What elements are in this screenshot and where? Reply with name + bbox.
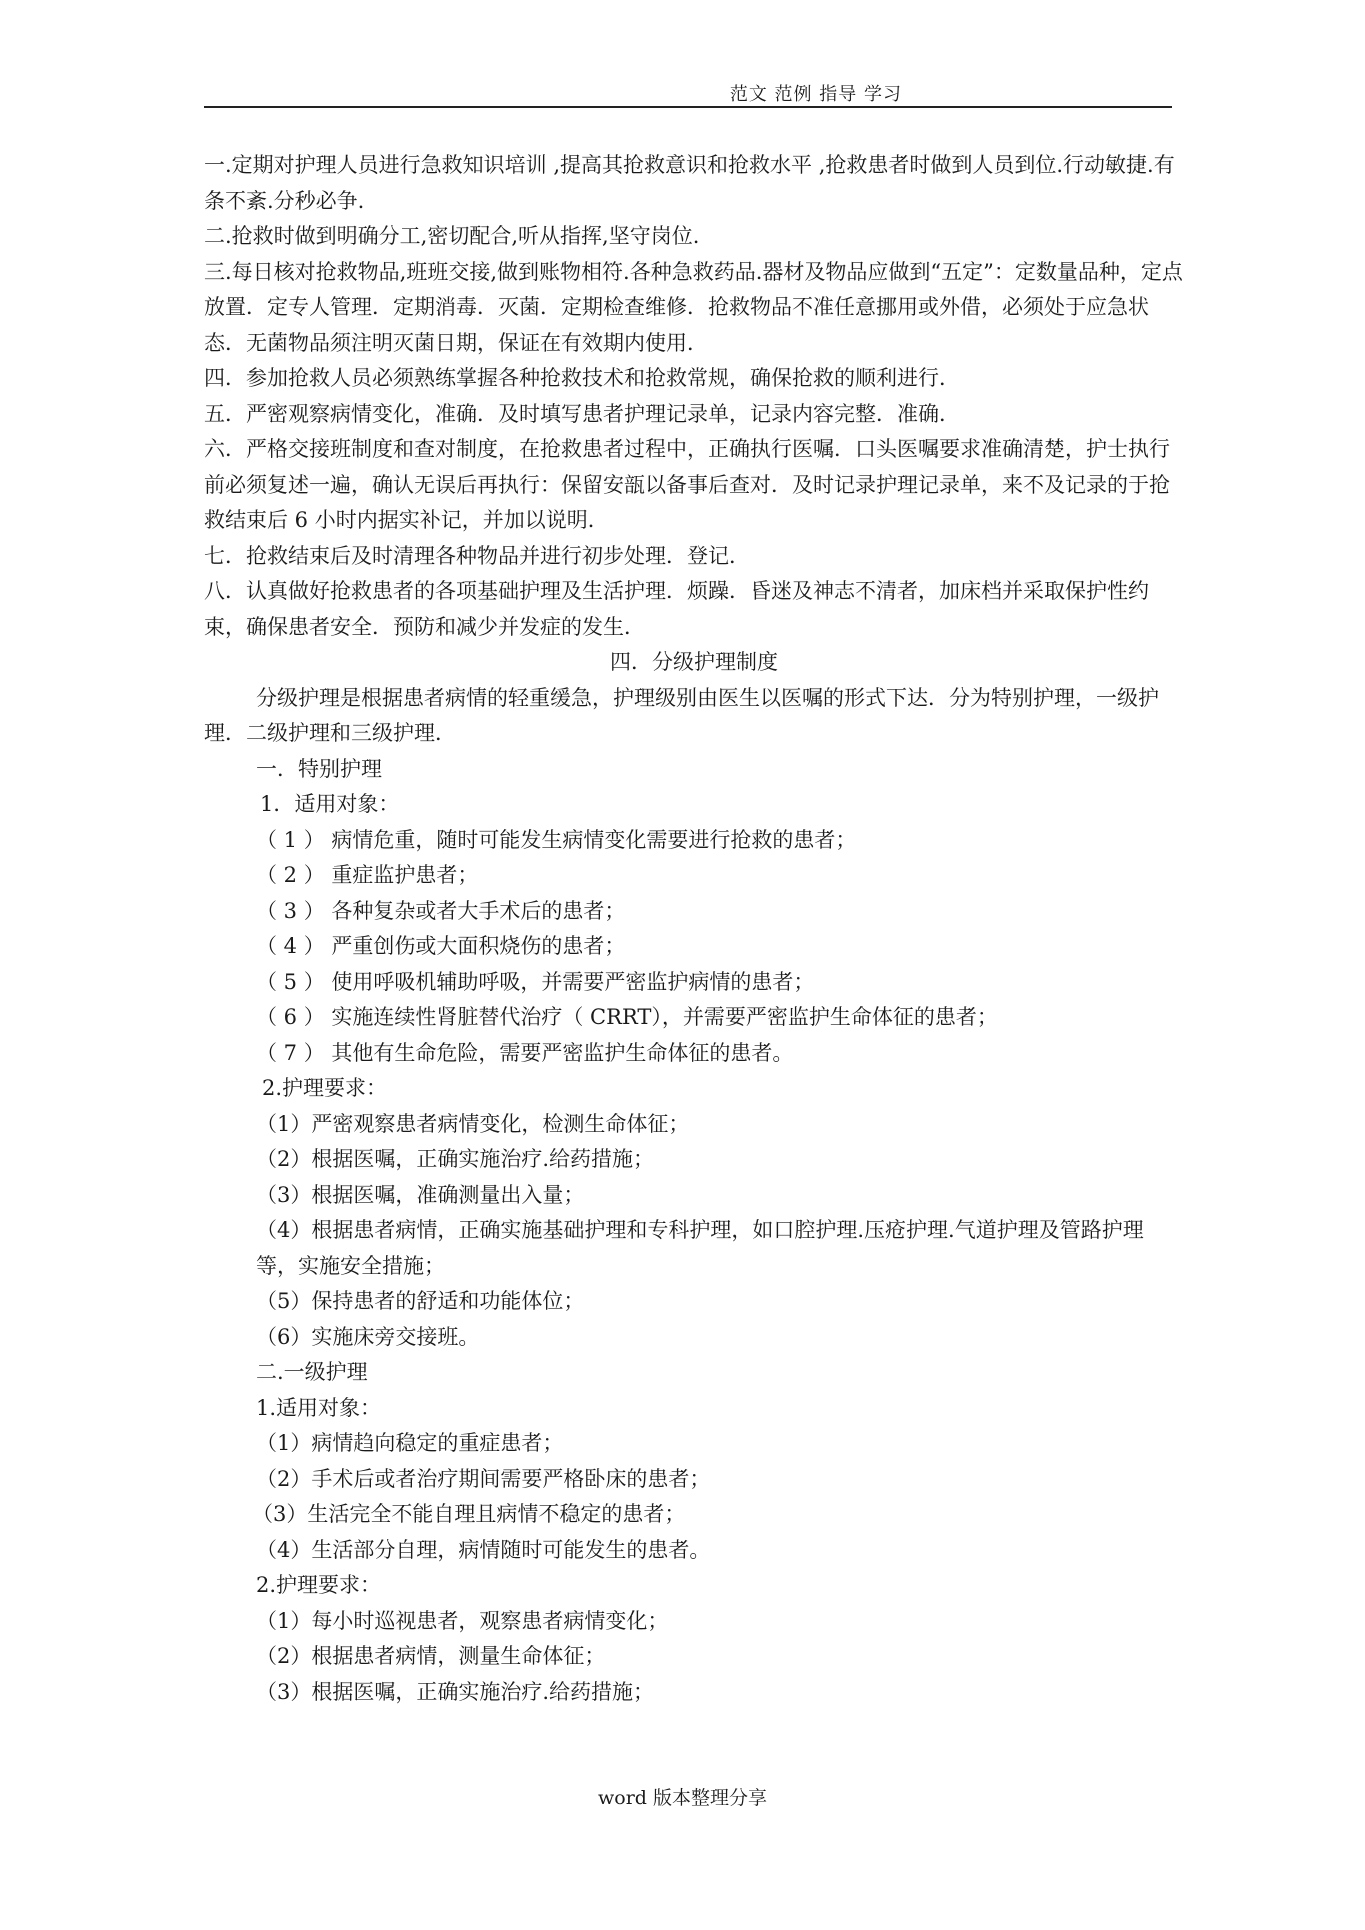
special-object-item: （ 2 ） 重症监护患者； bbox=[256, 863, 479, 887]
special-object-item: （ 6 ） 实施连续性肾脏替代治疗（ CRRT），并需要严密监护生命体征的患者； bbox=[256, 1005, 998, 1029]
level1-heading: 二.一级护理 bbox=[256, 1360, 368, 1384]
level1-object-item: （1）病情趋向稳定的重症患者； bbox=[256, 1431, 564, 1455]
rule-item-5: 五．严密观察病情变化，准确．及时填写患者护理记录单，记录内容完整．准确． bbox=[204, 401, 960, 426]
section-title: 四．分级护理制度 bbox=[610, 650, 778, 674]
special-req-item: （6）实施床旁交接班。 bbox=[256, 1324, 480, 1349]
level1-object-item: （4）生活部分自理，病情随时可能发生的患者。 bbox=[256, 1537, 711, 1562]
level1-req-heading: 2.护理要求： bbox=[256, 1573, 382, 1597]
special-object-item: （ 4 ） 严重创伤或大面积烧伤的患者； bbox=[256, 934, 626, 958]
level1-req-item: （2）根据患者病情，测量生命体征； bbox=[256, 1644, 606, 1668]
rule-item-7: 七．抢救结束后及时清理各种物品并进行初步处理．登记． bbox=[204, 543, 750, 568]
special-req-item: （5）保持患者的舒适和功能体位； bbox=[256, 1289, 585, 1313]
rule-item-2: 二.抢救时做到明确分工,密切配合,听从指挥,坚守岗位. bbox=[204, 224, 700, 248]
page-header bbox=[204, 76, 1172, 108]
special-req-item: （1）严密观察患者病情变化，检测生命体征； bbox=[256, 1111, 690, 1136]
page-footer: word 版本整理分享 bbox=[598, 1787, 767, 1809]
special-req-heading: 2.护理要求： bbox=[262, 1076, 388, 1100]
special-req-item: （4）根据患者病情，正确实施基础护理和专科护理，如口腔护理.压疮护理.气道护理及管路护理等，实施安全措施； bbox=[256, 1218, 1144, 1278]
special-care-heading: 一．特别护理 bbox=[256, 756, 382, 781]
special-object-item: （ 1 ） 病情危重，随时可能发生病情变化需要进行抢救的患者； bbox=[256, 827, 857, 852]
level1-objects-heading: 1.适用对象： bbox=[256, 1395, 382, 1420]
special-object-item: （ 3 ） 各种复杂或者大手术后的患者； bbox=[256, 898, 626, 923]
header-text: 范文 范例 指导 学习 bbox=[729, 84, 902, 105]
special-object-item: （ 5 ） 使用呼吸机辅助呼吸，并需要严密监护病情的患者； bbox=[256, 969, 815, 994]
level1-object-item: （2）手术后或者治疗期间需要严格卧床的患者； bbox=[256, 1466, 711, 1491]
level1-req-item: （3）根据医嘱，正确实施治疗.给药措施； bbox=[256, 1679, 655, 1704]
document-body bbox=[204, 148, 1184, 1710]
section-intro: 分级护理是根据患者病情的轻重缓急，护理级别由医生以医嘱的形式下达．分为特别护理，一级护理．二级护理和三级护理． bbox=[204, 685, 1159, 745]
level1-req-item: （1）每小时巡视患者，观察患者病情变化； bbox=[256, 1608, 669, 1633]
special-object-item: （ 7 ） 其他有生命危险，需要严密监护生命体征的患者。 bbox=[256, 1040, 794, 1065]
rule-item-6: 六．严格交接班制度和查对制度，在抢救患者过程中，正确执行医嘱．口头医嘱要求准确清楚，护士执行前必须复述一遍，确认无误后再执行：保留安瓿以备事后查对．及时记录护理记录单，来不及记录的于抢救结束后 6 小时内据实补记，并加以说明． bbox=[204, 437, 1170, 532]
rule-item-3: 三.每日核对抢救物品,班班交接,做到账物相符.各种急救药品.器材及物品应做到“五定”：定数量品种，定点放置．定专人管理．定期消毒．灭菌．定期检查维修．抢救物品不准任意挪用或外借，必须处于应急状态．无菌物品须注明灭菌日期，保证在有效期内使用． bbox=[204, 259, 1183, 355]
rule-item-8: 八．认真做好抢救患者的各项基础护理及生活护理．烦躁．昏迷及神志不清者，加床档并采取保护性约束，确保患者安全．预防和减少并发症的发生． bbox=[204, 579, 1149, 639]
rule-item-4: 四．参加抢救人员必须熟练掌握各种抢救技术和抢救常规，确保抢救的顺利进行． bbox=[204, 366, 960, 390]
special-req-item: （3）根据医嘱，准确测量出入量； bbox=[256, 1182, 585, 1207]
rule-item-1: 一.定期对护理人员进行急救知识培训 ,提高其抢救意识和抢救水平 ,抢救患者时做到人员到位.行动敏捷.有条不紊.分秒必争. bbox=[204, 153, 1175, 213]
special-req-item: （2）根据医嘱，正确实施治疗.给药措施； bbox=[256, 1147, 655, 1171]
level1-object-item: （3）生活完全不能自理且病情不稳定的患者； bbox=[252, 1502, 686, 1526]
special-objects-heading: 1．适用对象： bbox=[260, 792, 400, 816]
